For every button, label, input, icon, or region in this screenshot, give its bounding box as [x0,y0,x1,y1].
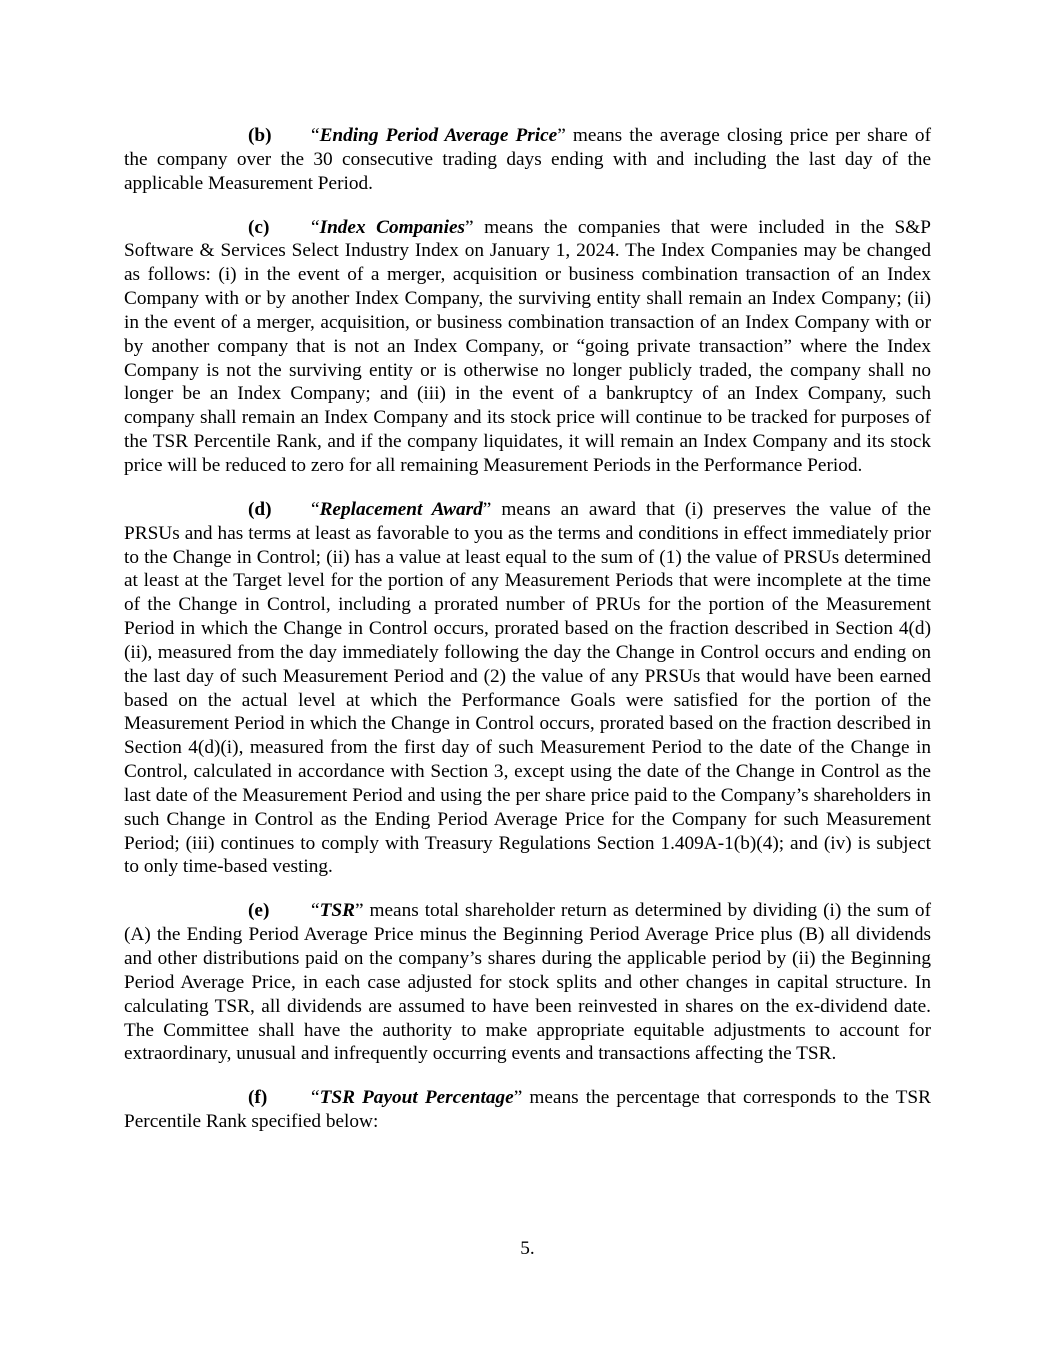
paragraph-number: (c) [248,216,270,238]
close-quote: ” [465,216,474,238]
close-quote: ” [557,125,566,146]
definition-paragraph-c [124,216,931,478]
defined-term: Replacement Award [319,498,483,520]
definition-paragraph-e [124,899,931,1066]
open-quote: “ [311,900,320,922]
close-quote: ” [354,900,364,922]
close-quote: ” [482,498,492,520]
close-quote: ” [513,1087,523,1109]
definition-text: means the percentage that corresponds to the TSR Percentile Rank specified below: [124,1087,932,1133]
open-quote: “ [311,498,320,520]
definition-text: means the average closing price per share of the company over the 30 consecutive trading days ending with and including the last day of the applicable Measurement Period. [124,125,931,194]
defined-term: Index Companies [319,216,466,238]
definition-text: means the companies that were included in the S&P Software & Services Select Industry Index on January 1, 2024. The Index Companies may be changed as follows: (i) in the event of a merger, acquisition or business combination transaction of an Index Company with or by another Index Company, the surviving entity shall remain an Index Company; (ii) in the event of a merger, acquisition, or business combination transaction of an Index Company with or by another company that is not an Index Company, or “going private transaction” where the Index Company is not the surviving entity or is otherwise no longer publicly traded, the company shall no longer be an Index Company; and (iii) in the event of a bankruptcy of an Index Company, such company shall remain an Index Company and its stock price will continue to be tracked for purposes of the TSR Percentile Rank, and if the company liquidates, it will remain an Index Company and its stock price will be reduced to zero for all remaining Measurement Periods in the Performance Period. [124,216,931,476]
defined-term: Ending Period Average Price [319,125,558,146]
paragraph-number: (e) [248,900,270,922]
page-number: 5. [520,1238,535,1259]
definition-paragraph-d [124,498,931,880]
definition-text: means total shareholder return as determined by dividing (i) the sum of (A) the Ending Period Average Price minus the Beginning Period Average Price plus (B) all dividends and other distributions paid on the company’s shares during the applicable period by (ii) the Beginning Period Average Price, in each case adjusted for stock splits and other changes in capital structure. In calculating TSR, all dividends are assumed to have been reinvested in shares on the ex-dividend date. The Committee shall have the authority to make appropriate equitable adjustments to account for extraordinary, unusual and infrequently occurring events and transactions affecting the TSR. [124,900,931,1065]
definition-paragraph-f [124,1086,931,1134]
definition-paragraph-b [124,124,931,196]
document-page [124,124,931,1154]
paragraph-number: (d) [248,498,272,520]
defined-term: TSR Payout Percentage [319,1087,514,1109]
open-quote: “ [311,1087,320,1109]
definition-text: means an award that (i) preserves the value of the PRSUs and has terms at least as favorable to you as the terms and conditions in effect immediately prior to the Change in Control; (ii) has a value at least equal to the sum of (1) the value of PRSUs determined at least at the Target level for the portion of any Measurement Periods that were incomplete at the time of the Change in Control, including a prorated number of PRUs for the portion of the Measurement Period in which the Change in Control occurs, prorated based on the fraction described in Section 4(d)(ii), measured from the day immediately following the day the Change in Control occurs and ending on the last day of such Measurement Period and (2) the value of any PRSUs that would have been earned based on the actual level at which the Performance Goals were satisfied for the portion of the Measurement Period in which the Change in Control occurs, prorated based on the fraction described in Section 4(d)(i), measured from the first day of such Measurement Period to the date of the Change in Control, calculated in accordance with Section 3, except using the date of the Change in Control as the last date of the Measurement Period and using the per share price paid to the Company’s shareholders in such Change in Control as the Ending Period Average Price for the Company for such Measurement Period; (iii) continues to comply with Treasury Regulations Section 1.409A-1(b)(4); and (iv) is subject to only time-based vesting. [124,498,931,878]
paragraph-number: (f) [248,1087,268,1109]
paragraph-number: (b) [248,125,272,146]
open-quote: “ [311,216,320,238]
defined-term: TSR [319,900,355,922]
open-quote: “ [311,125,320,146]
